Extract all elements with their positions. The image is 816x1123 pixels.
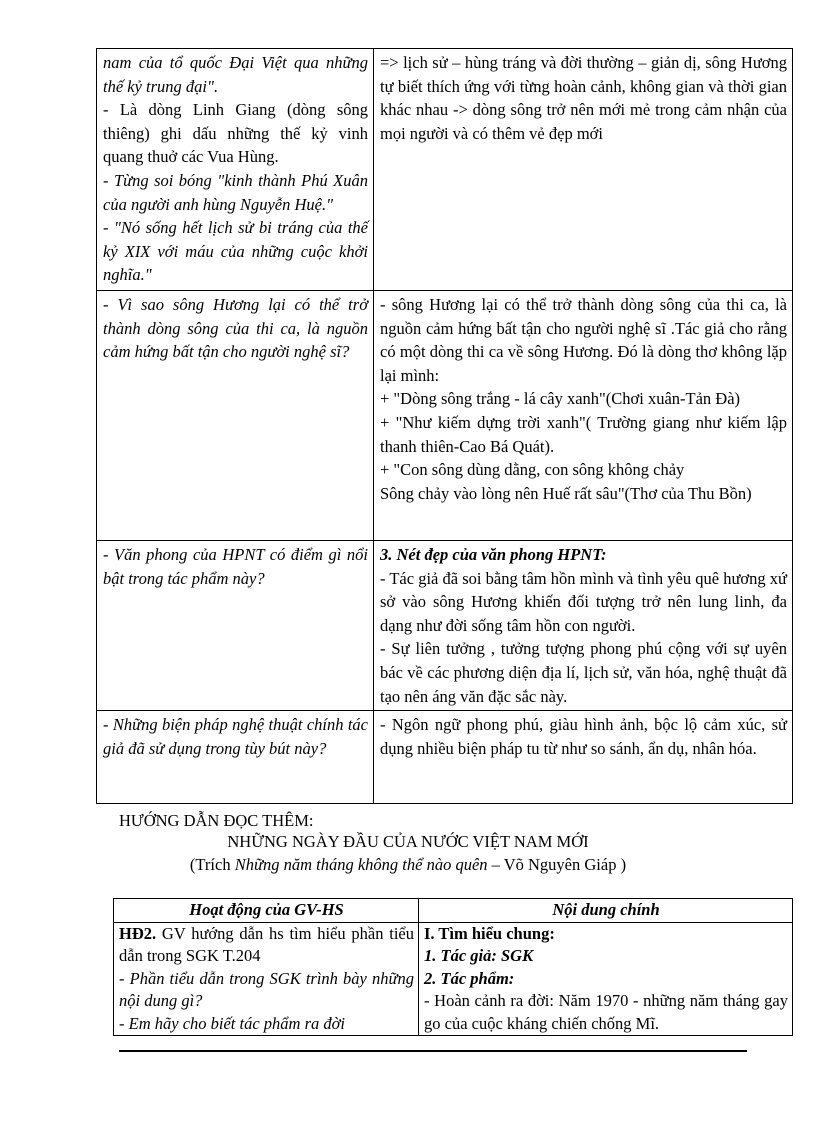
paragraph: - Sự liên tưởng , tưởng tượng phong phú cộng với sự uyên bác về các phương diện địa lí, lịch sử, văn hóa, nghệ thuật đã tạo nên áng văn đặc sắc này. [380, 639, 787, 706]
lesson-table [96, 48, 793, 804]
section-heading: 2. Tác phẩm: [424, 968, 515, 988]
table-header-row [114, 899, 793, 923]
question-cell [97, 49, 374, 291]
answer-cell [374, 541, 793, 711]
article-title: NHỮNG NGÀY ĐẦU CỦA NƯỚC VIỆT NAM MỚI [227, 832, 589, 851]
paragraph: - Những biện pháp nghệ thuật chính tác giả đã sử dụng trong tùy bút này? [103, 715, 368, 758]
paragraph: - Phần tiểu dẫn trong SGK trình bày những nội dung gì? [119, 968, 414, 1010]
paragraph: - Từng soi bóng "kinh thành Phú Xuân của người anh hùng Nguyễn Huệ." [103, 170, 368, 214]
paragraph: + "Dòng sông trắng - lá cây xanh"(Chơi xuân-Tản Đà) [380, 389, 741, 409]
section-heading: I. Tìm hiểu chung: [424, 923, 555, 943]
section-heading: 1. Tác giả: SGK [424, 946, 534, 965]
paragraph: + "Con sông dùng dằng, con sông không chảy [380, 460, 685, 480]
source-work: Những năm tháng không thể nào quên [234, 855, 488, 874]
table-row [114, 922, 793, 1036]
table-row [97, 291, 793, 541]
column-header: Hoạt động của GV-HS [114, 899, 419, 923]
paragraph: - Là dòng Linh Giang (dòng sông thiêng) ghi dấu những thế kỷ vinh quang thuở các Vua Hùng. [103, 100, 368, 167]
footer-divider [119, 1050, 747, 1052]
paragraph: Sông chảy vào lòng nên Huế rất sâu"(Thơ của Thu Bồn) [380, 483, 752, 503]
paragraph: + "Như kiếm dựng trời xanh"( Trường giang như kiếm lập thanh thiên-Cao Bá Quát). [380, 412, 787, 456]
paragraph [119, 923, 414, 968]
section-heading: 3. Nét đẹp của văn phong HPNT: [380, 545, 607, 564]
source-prefix: (Trích [189, 855, 235, 874]
source-suffix: – Võ Nguyên Giáp ) [487, 855, 627, 874]
paragraph: => lịch sử – hùng tráng và đời thường – giản dị, sông Hương tự biết thích ứng với từng hoàn cảnh, không gian và thời gian khác nhau -> dòng sông trở nên mới mẻ trong cảm nhận của mọi người và có thêm vẻ đẹp mới [380, 53, 787, 143]
paragraph: - Em hãy cho biết tác phẩm ra đời [119, 1013, 346, 1033]
answer-cell [374, 291, 793, 541]
table-row [97, 49, 793, 291]
article-source [0, 854, 816, 876]
activity-text: GV hướng dẫn hs tìm hiểu phần tiểu dẫn trong SGK T.204 [119, 923, 414, 965]
content-cell [419, 922, 793, 1036]
column-header: Nội dung chính [419, 899, 793, 923]
paragraph: - sông Hương lại có thể trở thành dòng sông của thi ca, là nguồn cảm hứng bất tận cho người nghệ sĩ .Tác giả cho rằng có một dòng thi ca về sông Hương. Đó là dòng thơ không lặp lại mình: [380, 295, 787, 385]
answer-cell [374, 711, 793, 804]
paragraph: - Ngôn ngữ phong phú, giàu hình ảnh, bộc lộ cảm xúc, sử dụng nhiều biện pháp tu từ như so sánh, ẩn dụ, nhân hóa. [380, 715, 787, 758]
paragraph: - Vì sao sông Hương lại có thể trở thành dòng sông của thi ca, là nguồn cảm hứng bất tận cho người nghệ sĩ? [103, 295, 368, 362]
activity-table [113, 898, 793, 1036]
activity-code: HĐ2. [119, 923, 157, 943]
paragraph: - Văn phong của HPNT có điểm gì nổi bật trong tác phẩm này? [103, 545, 368, 588]
paragraph: - "Nó sống hết lịch sử bi tráng của thế kỷ XIX với máu của những cuộc khởi nghĩa." [103, 218, 368, 285]
question-cell [97, 711, 374, 804]
paragraph: - Hoàn cảnh ra đời: Năm 1970 - những năm tháng gay go của cuộc kháng chiến chống Mĩ. [424, 991, 788, 1033]
paragraph: nam của tổ quốc Đại Việt qua những thế kỷ trung đại". [103, 53, 368, 96]
question-cell [97, 291, 374, 541]
table-row [97, 711, 793, 804]
activity-cell [114, 922, 419, 1036]
question-cell [97, 541, 374, 711]
guide-label: HƯỚNG DẪN ĐỌC THÊM: [119, 811, 314, 830]
paragraph: - Tác giả đã soi bằng tâm hồn mình và tình yêu quê hương xứ sở vào sông Hương khiến đối tượng trở nên lung linh, đa dạng như đời sống tâm hồn con người. [380, 568, 787, 635]
answer-cell [374, 49, 793, 291]
table-row [97, 541, 793, 711]
